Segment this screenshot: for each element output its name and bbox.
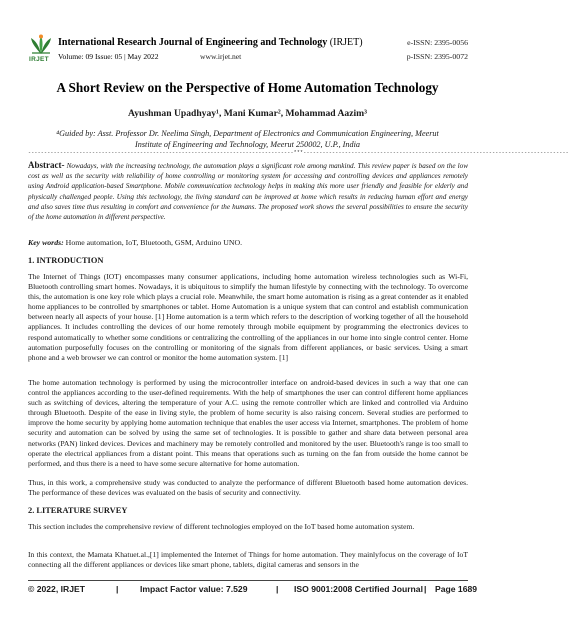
intro-paragraph-2: The home automation technology is performed by using the microcontroller interface on android-based devices in such a way that one can control the appliances according to the user-defined requirements. With the help of smartphones the user can control different home appliances such as switching of devices, altering the temperature of your A.C. using the remote controller which are linked and controlled via Arduino through Bluetooth. Despite of the ease in living style, the problem of home security is also raising concern. Several studies are performed to improve the home security by applying home automation technique that enables the user access via Internet, smartphones. The problem of home security and automation can be solved by using the same set of technologies. It is possible to gather and share data between personal area networks (PAN) linked devices. Devices and machinery may be remotely controlled and monitored by the user. Bluetooth's range is too small to operate the electrical appliances from a distant point. This means that operations such as turning on the fan from outside the home cannot be performed, and thus there is a need to have some secure alternative for home automation. (28, 378, 468, 468)
affiliation (36, 128, 459, 150)
separator-line: -----------------------------------------------------------------------------------***----------------------------------------------------------------------------------- (28, 150, 569, 156)
intro-paragraph-3: Thus, in this work, a comprehensive study was conducted to analyze the performance of different Bluetooth based home automation devices. The performance of these devices was evaluated on the basis of security and connectivity. (28, 478, 468, 498)
keywords-label: Key words: (28, 238, 64, 247)
abstract (28, 160, 468, 222)
abstract-text: Nowadays, with the increasing technology, the automation plays a significant role among mankind. This review paper is based on the low cost as well as the security with reliability of home controlling or monitoring system for accessing and controlling devices and appliances remotely using Android application-based Smartphone. Mobile communication technology helps in making this more user friendly and feasible for elderly and physically challenged people. Using this technology, the living standard can be improved at home which results in reducing human effort and energy and also saves time thus resulting in comfort and convenience for the humans. The proposed work shows the several possibilities to ensure the security of the home automation in different perspective. (28, 162, 468, 222)
footer-iso: ISO 9001:2008 Certified Journal (294, 584, 423, 594)
pissn: p-ISSN: 2395-0072 (406, 52, 468, 61)
section-heading-introduction: 1. INTRODUCTION (28, 256, 104, 265)
literature-paragraph-1: This section includes the comprehensive review of different technologies employed on the IoT based home automation system. (28, 522, 415, 531)
journal-name: International Research Journal of Engineering and Technology (IRJET) (58, 37, 363, 48)
eissn: e-ISSN: 2395-0056 (407, 38, 468, 47)
footer-impact-factor: Impact Factor value: 7.529 (140, 584, 248, 594)
footer-copyright: © 2022, IRJET (28, 584, 85, 594)
footer-separator: | (116, 584, 119, 594)
irjet-logo-icon (28, 34, 54, 64)
keywords-text: Home automation, IoT, Bluetooth, GSM, Arduino UNO. (63, 238, 243, 247)
footer-separator: | (424, 584, 427, 594)
logo-wordmark: IRJET (29, 56, 49, 63)
paper-title: A Short Review on the Perspective of Home Automation Technology (56, 80, 439, 95)
footer-rule (28, 580, 468, 581)
journal-abbr: (IRJET) (329, 37, 363, 48)
paper-authors: Ayushman Upadhyay¹, Mani Kumar², Mohammad Aazim³ (128, 108, 367, 119)
affiliation-line-1: ⁴Guided by: Asst. Professor Dr. Neelima Singh, Department of Electronics and Communication Engineering, Meerut (56, 129, 439, 138)
literature-paragraph-2: In this context, the Mamata Khatuet.al.,[1] implemented the Internet of Things for home automation. They mainlyfocus on the coverage of IoT connecting all the different appliances or devices like smart phone, tablets, digital cameras and sensors in the (28, 550, 468, 570)
abstract-label: Abstract- (28, 160, 65, 170)
journal-website-link[interactable]: www.irjet.net (200, 52, 242, 61)
section-heading-literature: 2. LITERATURE SURVEY (28, 506, 128, 515)
footer-separator: | (276, 584, 279, 594)
journal-header (28, 34, 468, 66)
keywords (28, 238, 468, 247)
intro-paragraph-1: The Internet of Things (IOT) encompasses many consumer applications, including home automation wireless technologies such as Wi-Fi, Bluetooth controlling smart homes. Nowadays, it is ubiquitous to simplify the human lifestyle by connecting with the technology. To overcome this, the automation is one key role which plays a crucial role. Meanwhile, the smart home automation is rising as a great contender as it enabled home appliances to be controlled by smartphones or tablet. Home Automation is a unique system that can control and establish communication between nearly all aspects of your house. [1] Home automation is a term which refers to the description of working together of all the household appliances. It includes controlling the devices of our home remotely through mobile equipment by programming the electronics devices to respond automatically to whether some conditions or centralizing the controlling of the appliances in our home into single control center. Home automation purposefully focuses on the controlling or monitoring of the signals from different appliances, or basic services. Using a smart phone and a web browser we can control or monitor the home automation system. [1] (28, 272, 468, 362)
footer-page-number: Page 1689 (435, 584, 478, 594)
affiliation-line-2: Institute of Engineering and Technology, Meerut 250002, U.P., India (135, 140, 360, 149)
volume-info: Volume: 09 Issue: 05 | May 2022 (58, 52, 159, 61)
